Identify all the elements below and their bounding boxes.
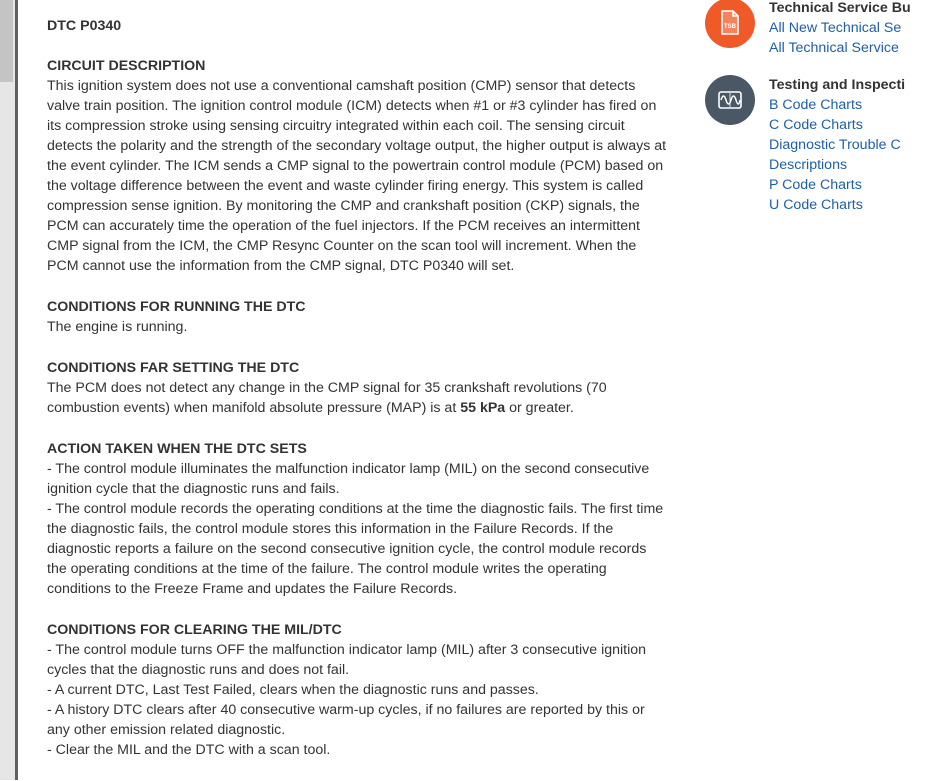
tsb-icon-label: TSB (724, 24, 736, 30)
dtc-document (47, 16, 667, 781)
section-heading: CIRCUIT DESCRIPTION (47, 58, 206, 74)
section-text: This ignition system does not use a conventional camshaft position (CMP) sensor that detects valve train position. The ignition control module (ICM) detects when #1 or #3 cylinder has fired on its compression stroke using sensing circuitry integrated within each coil. The sensing circuit detects the polarity and the strength of the secondary voltage output, the higher output is always at the event cylinder. The ICM sends a CMP signal to the powertrain control module (PCM) based on the voltage difference between the event and waste cylinder firing energy. This system is called compression sense ignition. By monitoring the CMP and crankshaft position (CKP) signals, the PCM can accurately time the operation of the fuel injectors. If the PCM receives an intermittent CMP signal from the ICM, the CMP Resync Counter on the scan tool will increment. When the PCM cannot use the information from the CMP signal, DTC P0340 will set. (47, 78, 667, 274)
section-heading: CONDITIONS FOR CLEARING THE MIL/DTC (47, 622, 342, 638)
tsb-text-group (769, 0, 929, 58)
all-new-tsb-link[interactable]: All New Technical Se (769, 20, 902, 36)
list-item: - Clear the MIL and the DTC with a scan tool. (47, 742, 331, 758)
text-part: The PCM does not detect any change in the CMP signal for 35 crankshaft revolutions (70 combustion events) when manifold absolute pressure (MAP) is at (47, 380, 607, 416)
testing-text-group (769, 75, 929, 215)
dtc-descriptions-link-cont[interactable]: Descriptions (769, 157, 848, 173)
left-scrollbar-thumb[interactable] (0, 0, 13, 82)
pressure-value: 55 kPa (460, 400, 506, 416)
dtc-descriptions-link[interactable]: Diagnostic Trouble C (769, 137, 901, 153)
p-code-charts-link[interactable]: P Code Charts (769, 177, 862, 193)
list-item: - A history DTC clears after 40 consecutive warm-up cycles, if no failures are reported by this or any other emission related diagnostic. (47, 702, 645, 738)
testing-title: Testing and Inspecti (769, 77, 906, 93)
all-tsb-link[interactable]: All Technical Service (769, 40, 899, 56)
document-title: DTC P0340 (47, 18, 122, 34)
list-item: - The control module records the operating conditions at the time the diagnostic fails. The first time the diagnostic fails, the control module stores this information in the Failure Records. If the diagnostic reports a failure on the second consecutive ignition cycle, the control module records the operating conditions at the time of the failure. The control module writes the operating conditions to the Freeze Frame and updates the Failure Records. (47, 501, 664, 597)
b-code-charts-link[interactable]: B Code Charts (769, 97, 863, 113)
list-item: - The control module turns OFF the malfunction indicator lamp (MIL) after 3 consecutive ignition cycles that the diagnostic runs and does not fail. (47, 642, 647, 678)
panel-border (15, 0, 18, 780)
u-code-charts-link[interactable]: U Code Charts (769, 197, 863, 213)
conditions-clearing-section (47, 620, 667, 760)
tsb-title: Technical Service Bu (769, 0, 911, 16)
related-resources-sidebar (705, 0, 911, 780)
circuit-description-section (47, 56, 667, 276)
left-scrollbar-track[interactable] (0, 0, 15, 780)
section-text: The engine is running. (47, 319, 188, 335)
section-heading: CONDITIONS FAR SETTING THE DTC (47, 360, 300, 376)
section-heading: CONDITIONS FOR RUNNING THE DTC (47, 299, 306, 315)
section-heading: ACTION TAKEN WHEN THE DTC SETS (47, 441, 307, 457)
list-item: - A current DTC, Last Test Failed, clears when the diagnostic runs and passes. (47, 682, 539, 698)
conditions-running-section (47, 297, 667, 337)
list-item: - The control module illuminates the malfunction indicator lamp (MIL) on the second consecutive ignition cycle that the diagnostic runs and fails. (47, 461, 650, 497)
tsb-document-icon (705, 0, 755, 48)
oscilloscope-icon (705, 75, 755, 125)
action-taken-section (47, 439, 667, 599)
c-code-charts-link[interactable]: C Code Charts (769, 117, 863, 133)
text-part: or greater. (505, 400, 574, 416)
section-text (47, 378, 667, 418)
conditions-setting-section (47, 358, 667, 418)
